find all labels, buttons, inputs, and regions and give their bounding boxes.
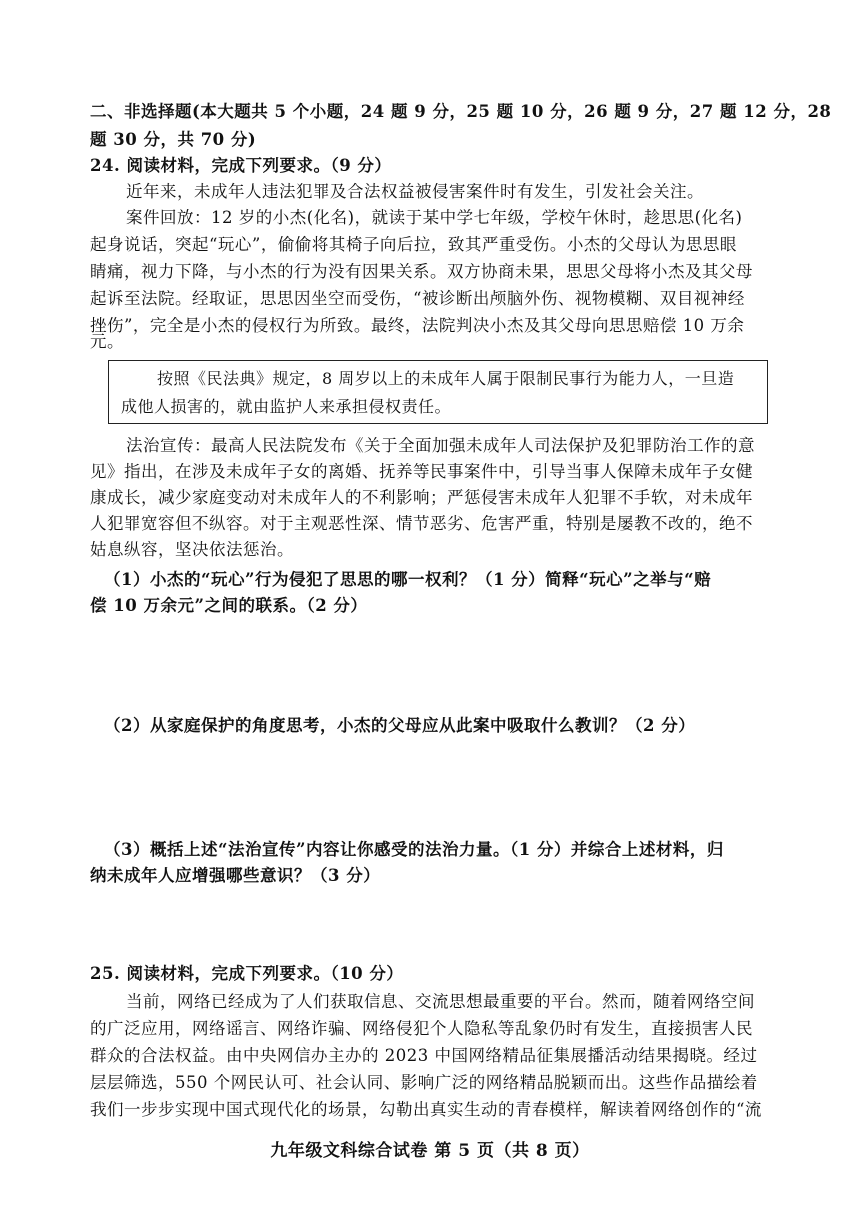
q24-sub3-line2: 纳未成年人应增强哪些意识？（3 分） xyxy=(90,866,381,885)
q24-case-line: 挫伤”，完全是小杰的侵权行为所致。最终，法院判决小杰及其父母向思思赔偿 10 万余 xyxy=(90,316,745,335)
q24-case-line: 元。 xyxy=(90,332,124,351)
q25-line: 我们一步步实现中国式现代化的场景，勾勒出真实生动的青春模样，解读着网络创作的“流 xyxy=(90,1100,762,1119)
q25-line: 层层筛选，550 个网民认可、社会认同、影响广泛的网络精品脱颖而出。这些作品描绘着 xyxy=(90,1073,758,1092)
q25-line: 群众的合法权益。由中央网信办主办的 2023 中国网络精品征集展播活动结果揭晓。经过 xyxy=(90,1046,758,1065)
q25-title: 25. 阅读材料，完成下列要求。（10 分） xyxy=(90,964,404,983)
law-quote-line: 按照《民法典》规定，8 周岁以上的未成年人属于限制民事行为能力人，一旦造 xyxy=(157,369,735,388)
page-footer: 九年级文科综合试卷 第 5 页（共 8 页） xyxy=(270,1141,590,1161)
q24-publicity-line: 见》指出，在涉及未成年子女的离婚、抚养等民事案件中，引导当事人保障未成年子女健 xyxy=(90,462,753,481)
q24-intro: 近年来，未成年人违法犯罪及合法权益被侵害案件时有发生，引发社会关注。 xyxy=(126,182,704,201)
q24-publicity-line: 法治宣传：最高人民法院发布《关于全面加强未成年人司法保护及犯罪防治工作的意 xyxy=(126,436,755,455)
q25-line: 的广泛应用，网络谣言、网络诈骗、网络侵犯个人隐私等乱象仍时有发生，直接损害人民 xyxy=(90,1019,753,1038)
q24-sub2: （2）从家庭保护的角度思考，小杰的父母应从此案中吸取什么教训？（2 分） xyxy=(104,716,696,735)
q24-sub1-line1: （1）小杰的“玩心”行为侵犯了思思的哪一权利？（1 分）简释“玩心”之举与“赔 xyxy=(104,570,712,589)
q25-line: 当前，网络已经成为了人们获取信息、交流思想最重要的平台。然而，随着网络空间 xyxy=(126,992,755,1011)
q24-case-line: 起诉至法院。经取证，思思因坐空而受伤，“被诊断出颅脑外伤、视物模糊、双目视神经 xyxy=(90,289,745,308)
q24-publicity-line: 康成长，减少家庭变动对未成年人的不利影响；严惩侵害未成年人犯罪不手软，对未成年 xyxy=(90,488,753,507)
q24-publicity-line: 姑息纵容，坚决依法惩治。 xyxy=(90,540,294,559)
section-heading-line2: 题 30 分，共 70 分) xyxy=(90,130,257,149)
q24-title: 24. 阅读材料，完成下列要求。（9 分） xyxy=(90,156,392,175)
q24-case-line: 案件回放：12 岁的小杰(化名)，就读于某中学七年级，学校午休时，趁思思(化名) xyxy=(126,208,743,227)
q24-case-line: 起身说话，突起“玩心”，偷偷将其椅子向后拉，致其严重受伤。小杰的父母认为思思眼 xyxy=(90,235,737,254)
section-heading-line1: 二、非选择题(本大题共 5 个小题，24 题 9 分，25 题 10 分，26 题 9 分，27 题 12 分，28 xyxy=(90,102,832,121)
q24-sub3-line1: （3）概括上述“法治宣传”内容让你感受的法治力量。（1 分）并综合上述材料，归 xyxy=(104,840,724,859)
q24-sub1-line2: 偿 10 万余元”之间的联系。（2 分） xyxy=(90,596,368,615)
q24-publicity-line: 人犯罪宽容但不纵容。对于主观恶性深、情节恶劣、危害严重，特别是屡教不改的，绝不 xyxy=(90,514,753,533)
law-quote-line: 成他人损害的，就由监护人来承担侵权责任。 xyxy=(121,397,452,416)
law-quote-box xyxy=(108,360,768,424)
q24-case-line: 睛痛，视力下降，与小杰的行为没有因果关系。双方协商未果，思思父母将小杰及其父母 xyxy=(90,262,753,281)
